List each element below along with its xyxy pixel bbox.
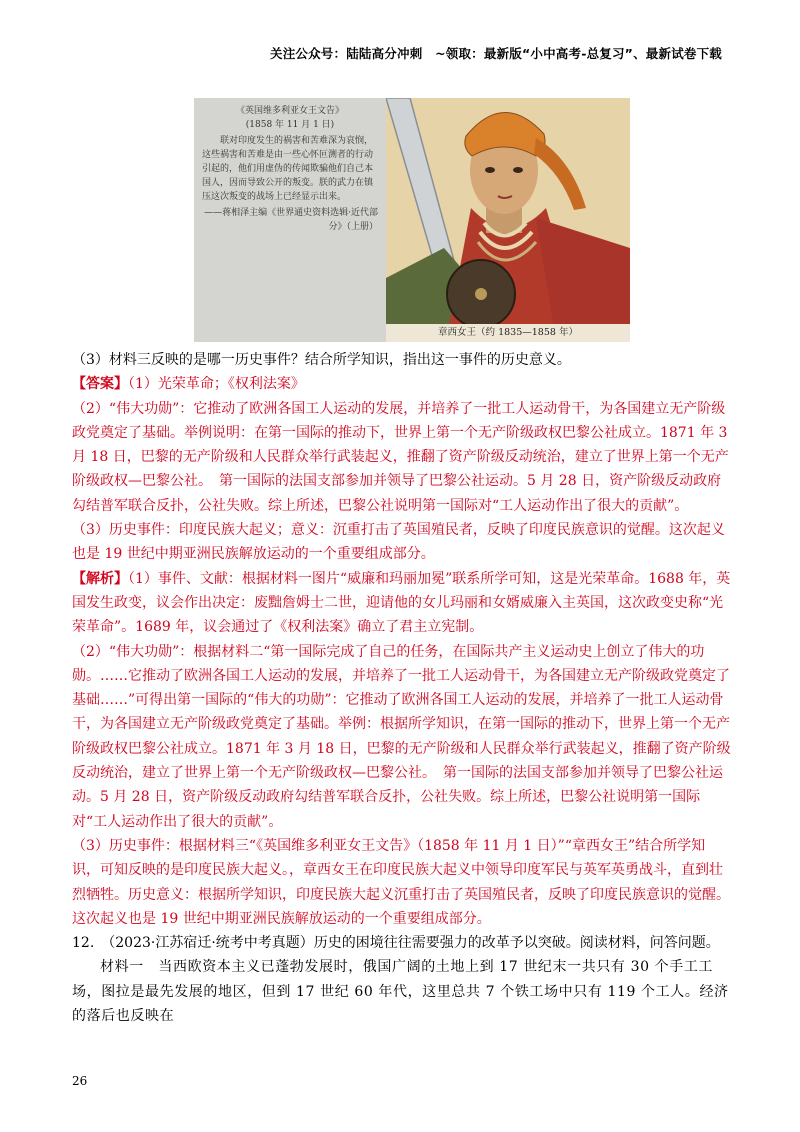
answer-label: 【答案】 [72,376,128,393]
answer-item-1 [72,372,732,396]
proclamation-panel [194,98,386,342]
answer-item-2: （2）“伟大功勋”：它推动了欧洲各国工人运动的发展，并培养了一批工人运动骨干，为各国建立无产阶级政党奠定了基础。举例说明：在第一国际的推动下，世界上第一个无产阶级政权巴黎公社成立。1871 年 3 月 18 日，巴黎的无产阶级和人民群众举行武装起义，推翻了资产阶级反动统治，建立了世界上第一个无产阶级政权—巴黎公社。 第一国际的法国支部参加并领导了巴黎公社运动。5 月 28 日，资产阶级反动政府勾结普军联合反扑，公社失败。综上所述，巴黎公社说明第一国际对“工人运动作出了很大的贡献”。 [72,400,729,514]
proclamation-body: 联对印度发生的祸害和苦难深为哀悯，这些祸害和苦难是由一些心怀叵测者的行动引起的，他们用虚伪的传闻欺骗他们自己本国人，因而导致公开的叛变。朕的武力在镇压这次叛变的战场上已经显示出来。 [202,136,374,202]
material-figure [194,98,630,342]
analysis-item-2: （2）“伟大功勋”：根据材料二“第一国际完成了自己的任务，在国际共产主义运动史上创立了伟大的功勋。……它推动了欧洲各国工人运动的发展，并培养了一批工人运动骨干，为各国建立无产阶级政党奠定了基础……”可得出第一国际的“伟大的功勋”：它推动了欧洲各国工人运动的发展，并培养了一批工人运动骨干，为各国建立无产阶级政党奠定了基础。举例：根据所学知识，在第一国际的推动下，世界上第一个无产阶级政权巴黎公社成立。1871 年 3 月 18 日，巴黎的无产阶级和人民群众举行武装起义，推翻了资产阶级反动统治，建立了世界上第一个无产阶级政权—巴黎公社。 第一国际的法国支部参加并领导了巴黎公社运动。5 月 28 日，资产阶级反动政府勾结普军联合反扑，公社失败。综上所述，巴黎公社说明第一国际对“工人运动作出了很大的贡献”。 [72,643,731,830]
analysis-1-text: （1）事件、文献：根据材料一图片“威廉和玛丽加冕”联系所学可知，这是光荣革命。1688 年，英国发生政变，议会作出决定：废黜詹姆士二世，迎请他的女儿玛丽和女婿威廉入主英国，这次政变史称“光荣革命”。1689 年，议会通过了《权利法案》确立了君主立宪制。 [72,570,731,636]
portrait-illustration [386,98,630,342]
page-number: 26 [72,1074,88,1088]
proclamation-date: (1858 年 11 月 1 日) [245,120,335,130]
analysis-item-1 [72,567,732,640]
proclamation-source: ——蒋相泽主编《世界通史资料选辑·近代部分》（上册） [204,208,378,232]
page-header: 关注公众号：陆陆高分冲刺 ~领取：最新版“小中高考-总复习”、最新试卷下载 [270,46,722,61]
answer-1-text: （1）光荣革命；《权利法案》 [128,376,305,393]
proclamation-title: 《英国维多利亚女王文告》 [235,106,344,116]
question-12: 12. （2023·江苏宿迁·统考中考真题）历史的困境往往需要强力的改革予以突破。阅读材料，问答问题。 [72,935,720,952]
material-1: 材料一 当西欧资本主义已蓬勃发展时，俄国广阔的土地上到 17 世纪末一共只有 30 个手工工场，图拉是最先发展的地区，但到 17 世纪 60 年代，这里总共 7 个铁工场中只有 119 个工人。经济的落后也反映在 [72,959,729,1025]
content-body [72,348,732,1028]
question-3: （3）材料三反映的是哪一历史事件？结合所学知识，指出这一事件的历史意义。 [72,352,571,368]
analysis-item-3: （3）历史事件：根据材料三“《英国维多利亚女王文告》（1858 年 11 月 1 日）”“章西女王”结合所学知识，可知反映的是印度民族大起义。，章西女王在印度民族大起义中领导印度军民与英军英勇战斗，直到壮烈牺牲。历史意义：根据所学知识，印度民族大起义沉重打击了英国殖民者，反映了印度民族意识的觉醒。这次起义也是 19 世纪中期亚洲民族解放运动的一个重要组成部分。 [72,837,730,927]
portrait-caption: 章西女王（约 1835—1858 年） [386,324,630,342]
analysis-label: 【解析】 [72,570,128,587]
answer-item-3: （3）历史事件：印度民族大起义；意义：沉重打击了英国殖民者，反映了印度民族意识的觉醒。这次起义也是 19 世纪中期亚洲民族解放运动的一个重要组成部分。 [72,522,725,563]
rani-portrait [386,98,630,342]
